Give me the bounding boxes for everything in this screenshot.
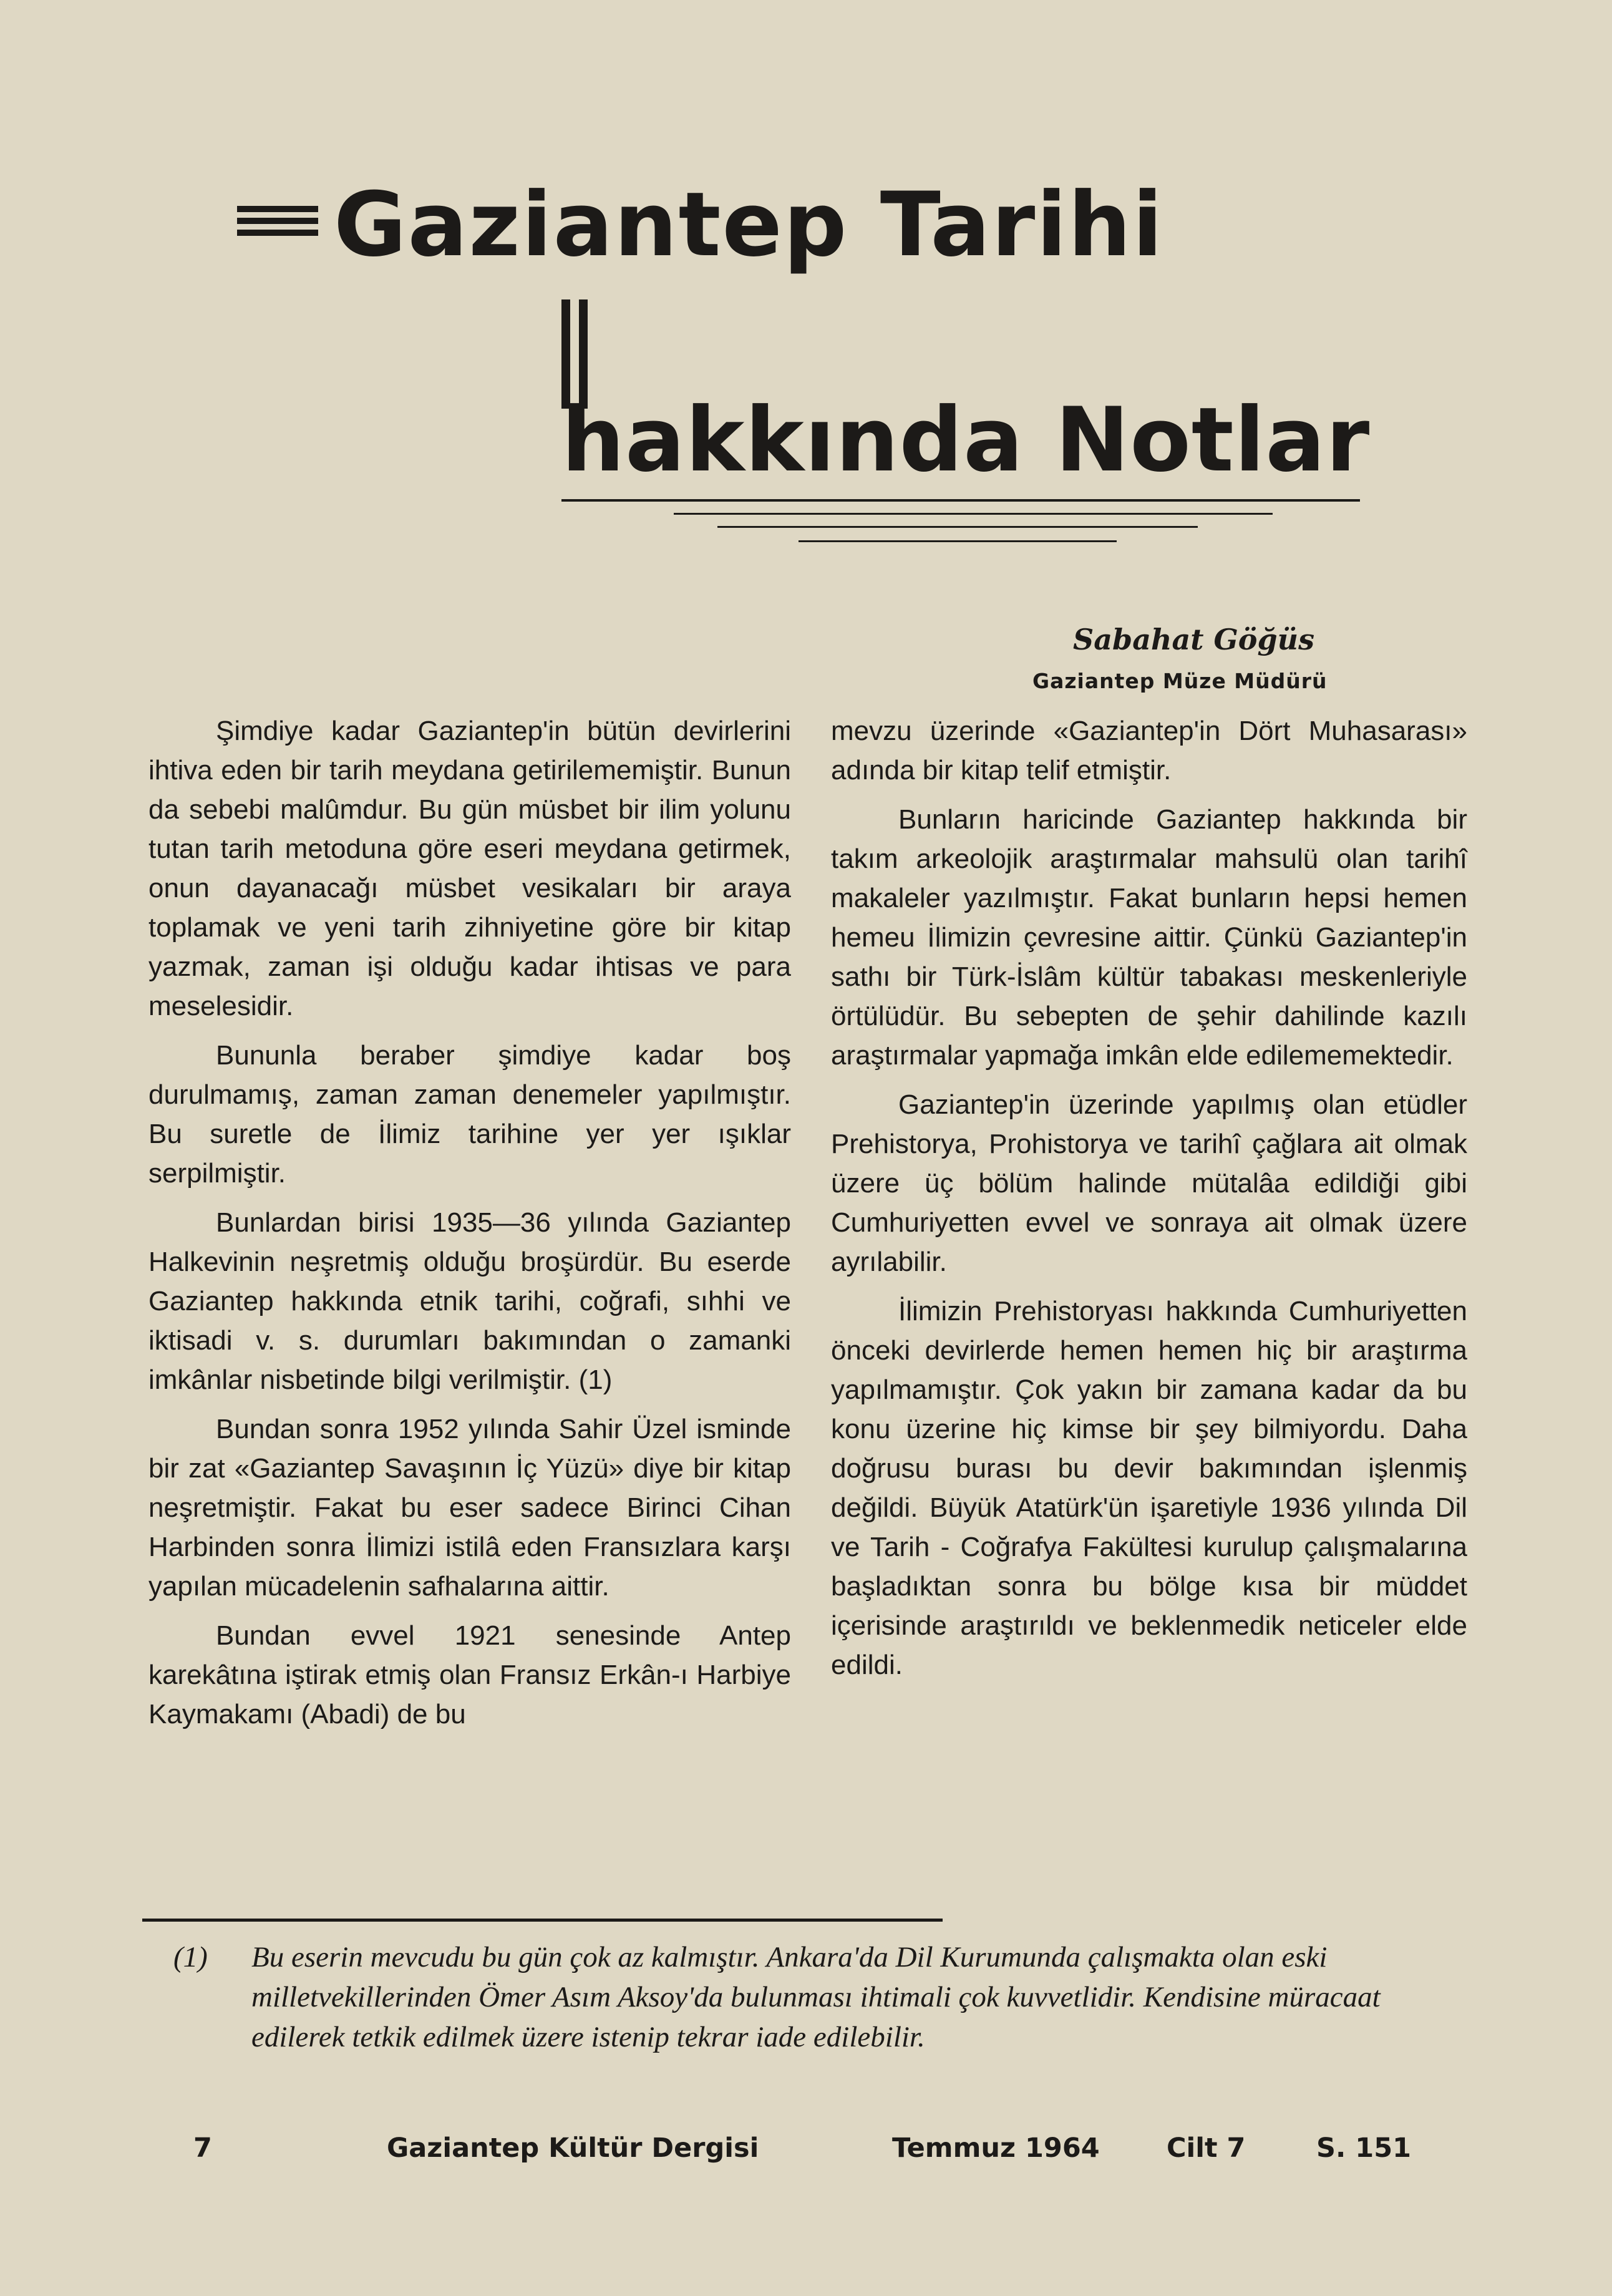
paragraph: Bunların haricinde Gaziantep hakkında bir takım arkeolojik araştırmalar mahsulü olan tarihî makaleler yazılmıştır. Fakat bunların hepsi hemen hemeu İlimizin çevresine aittir. Çünkü Gaziantep'in sathı bir Türk-İslâm kültür tabakası meskenleriyle örtülüdür. Bu sebepten de şehir dahilinde kazılı araştırmalar yapmağa imkân elde edilememektedir. [831, 804, 1467, 1071]
article-title-line1: Gaziantep Tarihi [334, 173, 1164, 276]
author-title: Gaziantep Müze Müdürü [1032, 669, 1328, 693]
footer-issue: S. 151 [1316, 2133, 1412, 2164]
paragraph: Bununla beraber şimdiye kadar boş durulmamış, zaman zaman denemeler yapılmıştır. Bu suretle de İlimiz tarihine yer yer ışıklar serpilmiştir. [148, 1040, 791, 1189]
paragraph: Gaziantep'in üzerinde yapılmış olan etüdler Prehistorya, Prohistorya ve tarihî çağlara ait olmak üzere üç bölüm halinde mütalâa edildiği gibi Cumhuriyetten evvel ve sonraya ait olmak üzere ayrılabilir. [831, 1089, 1467, 1277]
footer-page-number: 7 [193, 2133, 212, 2164]
title-rule-4 [799, 540, 1117, 542]
paragraph: mevzu üzerinde «Gaziantep'in Dört Muhasarası» adında bir kitap telif etmiştir. [831, 716, 1467, 786]
paragraph: Bundan evvel 1921 senesinde Antep karekâtına iştirak etmiş olan Fransız Erkân-ı Harbiye Kaymakamı (Abadi) de bu [148, 1620, 791, 1729]
title-rule-3 [717, 526, 1198, 528]
footnote-divider [142, 1919, 943, 1922]
footer-journal-name: Gaziantep Kültür Dergisi [387, 2133, 759, 2164]
footnote-text: Bu eserin mevcudu bu gün çok az kalmıştır. Ankara'da Dil Kurumunda çalışmakta olan eski milletvekillerinden Ömer Asım Aksoy'da bulunması ihtimali çok kuvvetlidir. Kendisine müracaat edilerek tetkik edilmek üzere istenip tekrar iade edilebilir. [251, 1941, 1381, 2053]
title-rule-2 [674, 513, 1273, 515]
right-column [831, 711, 1467, 1695]
paragraph: Bunlardan birisi 1935—36 yılında Gaziantep Halkevinin neşretmiş olduğu broşürdür. Bu eserde Gaziantep hakkında etnik tarihi, coğrafi, sıhhi ve iktisadi v. s. durumları bakımından o zamanki imkânlar nisbetinde bilgi verilmiştir. (1) [148, 1207, 791, 1395]
footnote-mark: (1) [173, 1941, 208, 1973]
author-name: Sabahat Göğüs [1073, 623, 1314, 656]
title-rule-1 [561, 499, 1360, 502]
paragraph: Bundan sonra 1952 yılında Sahir Üzel isminde bir zat «Gaziantep Savaşının İç Yüzü» diye bir kitap neşretmiştir. Fakat bu eser sadece Birinci Cihan Harbinden sonra İlimizi istilâ eden Fransızlara karşı yapılan mücadelenin safhalarına aittir. [148, 1414, 791, 1602]
paragraph: İlimizin Prehistoryası hakkında Cumhuriyetten önceki devirlerde hemen hemen hiç bir araştırma yapılmamıştır. Çok yakın bir zamana kadar da bu konu üzerine hiç kimse bir şey bilmiyordu. Daha doğrusu burası bu devir bakımından işlenmiş değildi. Büyük Atatürk'ün işaretiyle 1936 yılında Dil ve Tarih - Coğrafya Fakültesi kurulup çalışmalarına başladıktan sonra bu bölge kısa bir müddet içerisinde araştırıldı ve beklenmedik neticeler elde edildi. [831, 1296, 1467, 1680]
left-column [148, 711, 791, 1744]
footer-date: Temmuz 1964 [892, 2133, 1100, 2164]
paragraph: Şimdiye kadar Gaziantep'in bütün devirlerini ihtiva eden bir tarih meydana getirilememiştir. Bunun da sebebi malûmdur. Bu gün müsbet bir ilim yolunu tutan tarih metoduna göre eseri meydana getirmek, onun dayanacağı müsbet vesikaları bir araya toplamak ve yeni tarih zihniyetine göre bir kitap yazmak, zaman işi olduğu kadar ihtisas ve para meselesidir. [148, 716, 791, 1021]
article-title-line2: hakkında Notlar [561, 389, 1371, 492]
title-ornament [237, 206, 318, 241]
footnote [173, 1937, 1415, 2057]
footer-volume: Cilt 7 [1167, 2133, 1246, 2164]
